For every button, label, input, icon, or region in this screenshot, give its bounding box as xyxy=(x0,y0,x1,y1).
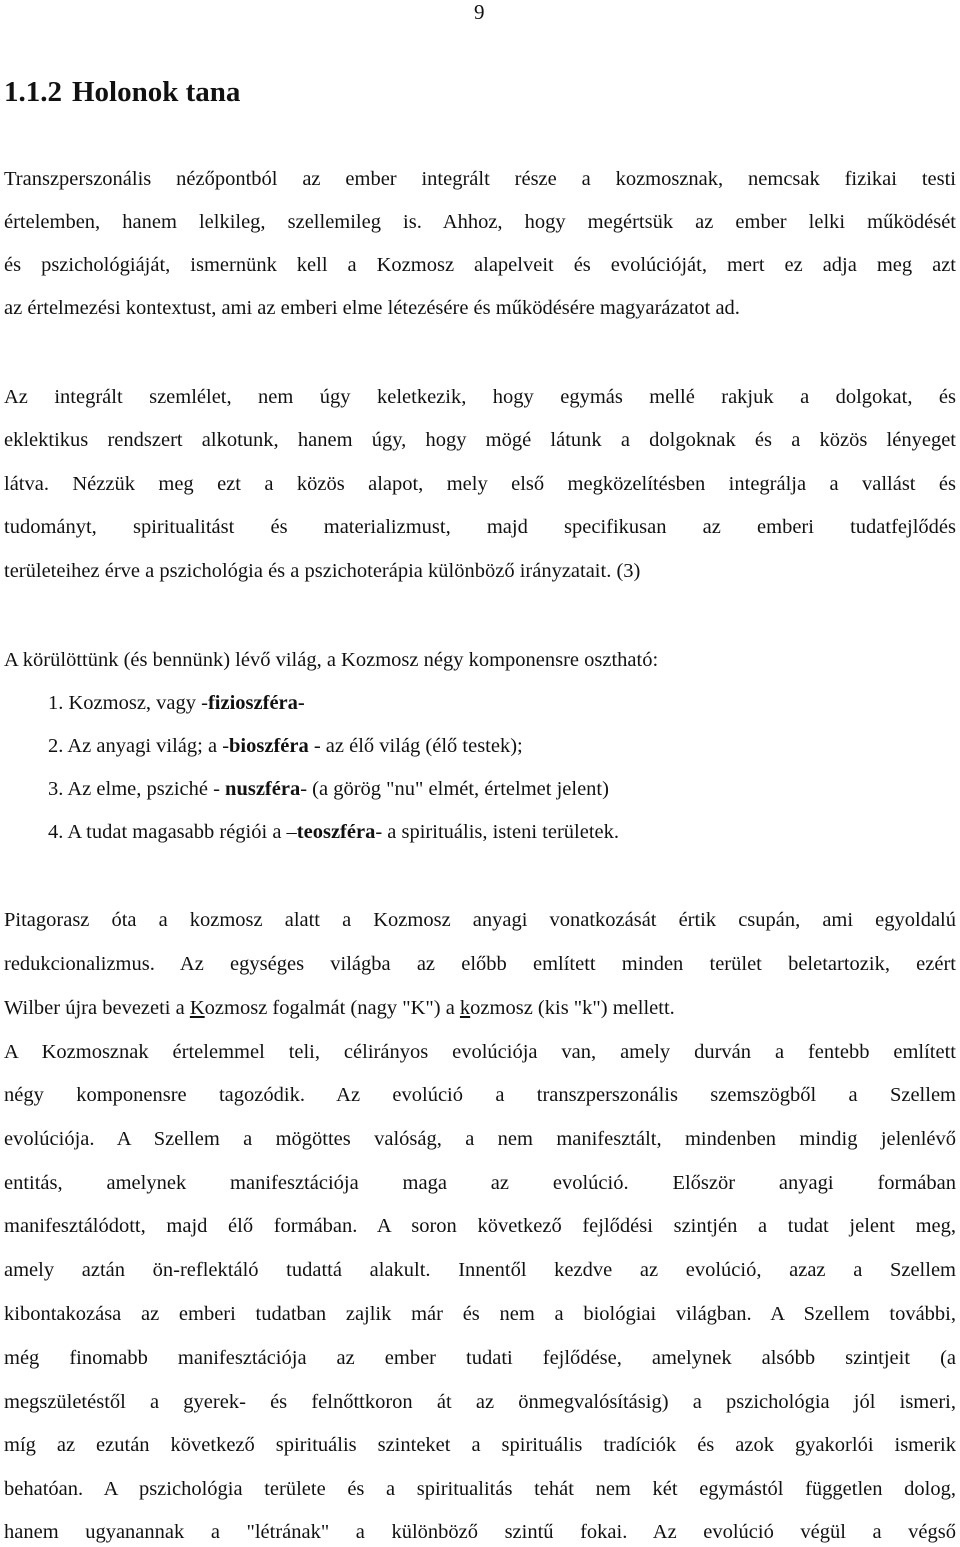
section-title: Holonok tana xyxy=(72,76,241,108)
list-number: 2. xyxy=(48,735,64,757)
list-text: - az élő világ (élő testek); xyxy=(308,735,523,757)
list-term: bioszféra xyxy=(229,735,309,757)
paragraph-line: hanem ugyanannak a "létrának" a különböző szintű fokai. Az evolúció végül a végső xyxy=(4,1521,956,1543)
underlined-letter: K xyxy=(189,997,205,1019)
paragraph-line: Pitagorasz óta a kozmosz alatt a Kozmosz anyagi vonatkozását értik csupán, ami egyoldalú xyxy=(4,909,956,931)
paragraph-line: manifesztálódott, majd élő formában. A soron következő fejlődési szintjén a tudat jelent meg, xyxy=(4,1215,956,1237)
list-item xyxy=(48,776,609,802)
paragraph-line: Az integrált szemlélet, nem úgy keletkezik, hogy egymás mellé rakjuk a dolgokat, és xyxy=(4,386,956,408)
paragraph-line: Transzperszonális nézőpontból az ember integrált része a kozmosznak, nemcsak fizikai testi xyxy=(4,168,956,190)
list-item xyxy=(48,819,619,845)
list-text: A tudat magasabb régiói a – xyxy=(63,821,297,843)
list-text: Az elme, psziché - xyxy=(63,778,226,800)
list-intro: A körülöttünk (és bennünk) lévő világ, a Kozmosz négy komponensre osztható: xyxy=(4,649,659,671)
paragraph-line: területeihez érve a pszichológia és a pszichoterápia különböző irányzatait. (3) xyxy=(4,560,641,582)
paragraph-line: látva. Nézzük meg ezt a közös alapot, mely első megközelítésben integrálja a vallást és xyxy=(4,473,956,495)
paragraph-line: tudományt, spiritualitást és materializmust, majd specifikusan az emberi tudatfejlődés xyxy=(4,516,956,538)
page-number: 9 xyxy=(474,0,485,24)
paragraph-line: az értelmezési kontextust, ami az emberi elme létezésére és működésére magyarázatot ad. xyxy=(4,297,740,319)
paragraph-line: evolúciója. A Szellem a mögöttes valóság, a nem manifesztált, mindenben mindig jelenlévő xyxy=(4,1128,956,1150)
list-number: 3. xyxy=(48,778,64,800)
section-number: 1.1.2 xyxy=(4,76,62,108)
list-number: 4. xyxy=(48,821,64,843)
text-segment: ozmosz fogalmát (nagy "K") a xyxy=(204,997,460,1019)
paragraph-line xyxy=(4,995,956,1021)
list-number: 1. xyxy=(48,692,64,714)
list-text: - a spirituális, isteni területek. xyxy=(375,821,619,843)
list-item xyxy=(48,733,523,759)
list-term: fizioszféra- xyxy=(207,692,305,714)
list-term: nuszféra xyxy=(225,778,301,800)
paragraph-line: kibontakozása az emberi tudatban zajlik már és nem a biológiai világban. A Szellem további, xyxy=(4,1303,956,1325)
section-heading xyxy=(4,72,240,112)
text-segment: Wilber újra bevezeti a xyxy=(4,997,190,1019)
list-term: teoszféra xyxy=(296,821,376,843)
paragraph-line: míg az ezután következő spirituális szinteket a spirituális tradíciók és azok gyakorlói ismerik xyxy=(4,1434,956,1456)
paragraph-line: eklektikus rendszert alkotunk, hanem úgy, hogy mögé látunk a dolgoknak és a közös lényeget xyxy=(4,429,956,451)
list-text: Az anyagi világ; a - xyxy=(63,735,230,757)
paragraph-line: és pszichológiáját, ismernünk kell a Kozmosz alapelveit és evolúcióját, mert ez adja meg azt xyxy=(4,254,956,276)
paragraph-line: entitás, amelynek manifesztációja maga az evolúció. Először anyagi formában xyxy=(4,1172,956,1194)
paragraph-line: A Kozmosznak értelemmel teli, célirányos evolúciója van, amely durván a fentebb említett xyxy=(4,1041,956,1063)
paragraph-line: megszületéstől a gyerek- és felnőttkoron át az önmegvalósításig) a pszichológia jól ismeri, xyxy=(4,1391,956,1413)
paragraph-line: redukcionalizmus. Az egységes világba az előbb említett minden terület beletartozik, ezért xyxy=(4,953,956,975)
paragraph-line: értelemben, hanem lelkileg, szellemileg is. Ahhoz, hogy megértsük az ember lelki működését xyxy=(4,211,956,233)
paragraph-line: behatóan. A pszichológia területe és a spiritualitás tehát nem két egymástól független dolog, xyxy=(4,1478,956,1500)
underlined-letter: k xyxy=(459,997,471,1019)
paragraph-line: négy komponensre tagozódik. Az evolúció a transzperszonális szemszögből a Szellem xyxy=(4,1084,956,1106)
list-text: Kozmosz, vagy - xyxy=(63,692,208,714)
paragraph-line: amely aztán ön-reflektáló tudattá alakult. Innentől kezdve az evolúció, azaz a Szellem xyxy=(4,1259,956,1281)
paragraph-line: még finomabb manifesztációja az ember tudati fejlődése, amelynek alsóbb szintjeit (a xyxy=(4,1347,956,1369)
text-segment: ozmosz (kis "k") mellett. xyxy=(470,997,675,1019)
list-text: - (a görög "nu" elmét, értelmet jelent) xyxy=(300,778,609,800)
list-item xyxy=(48,690,305,716)
